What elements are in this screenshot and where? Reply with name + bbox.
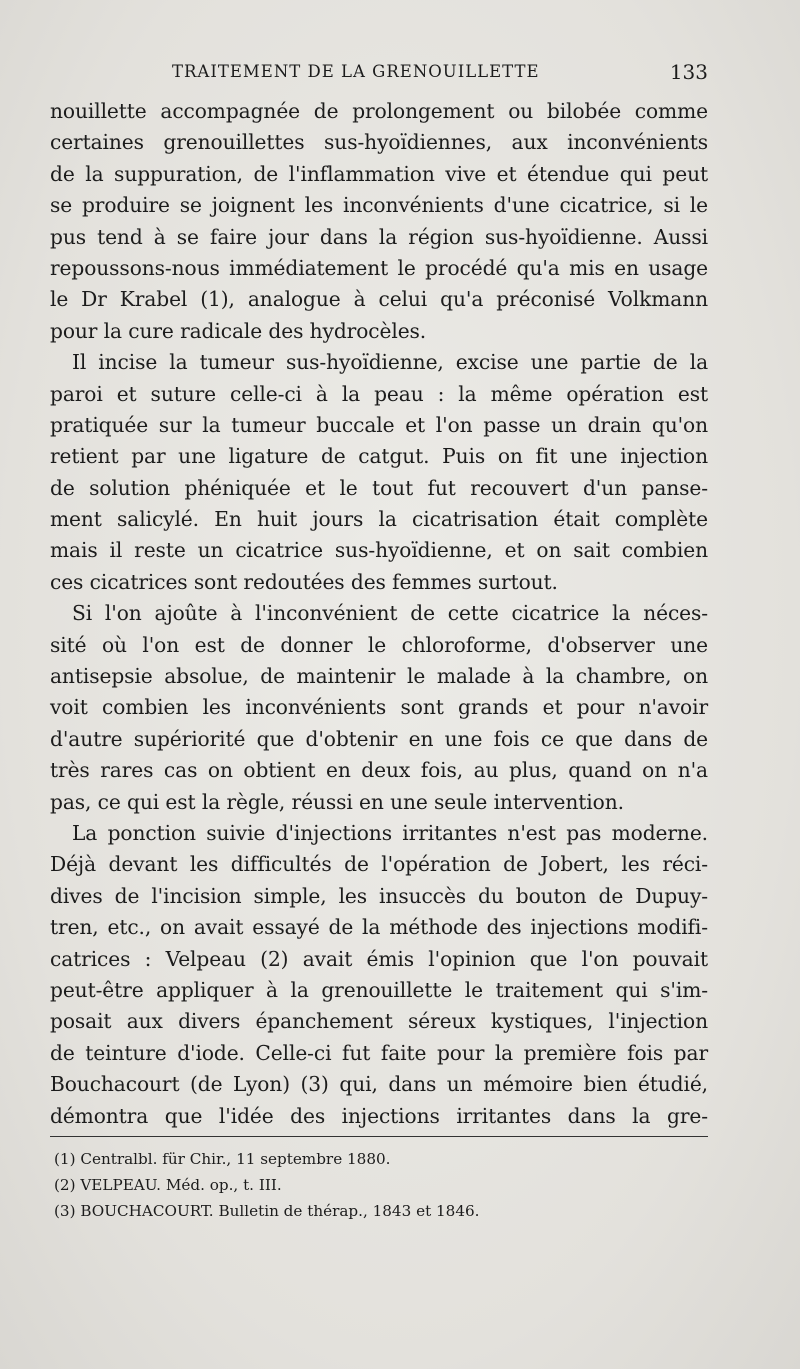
text-line: de teinture d'iode. Celle-ci fut faite pour la première fois par — [50, 1040, 708, 1065]
text-line: de la suppuration, de l'inflammation vive et étendue qui peut — [50, 161, 708, 186]
footnotes — [54, 1146, 694, 1224]
footnote: (1) Centralbl. für Chir., 11 septembre 1880. — [54, 1150, 391, 1168]
text-line: démontra que l'idée des injections irritantes dans la gre- — [50, 1103, 708, 1128]
text-line: se produire se joignent les inconvénients d'une cicatrice, si le — [50, 193, 708, 218]
page-header — [50, 56, 708, 86]
text-line: Bouchacourt (de Lyon) (3) qui, dans un mémoire bien étudié, — [50, 1072, 708, 1097]
running-title: TRAITEMENT DE LA GRENOUILLETTE — [172, 62, 540, 81]
text-line: Il incise la tumeur sus-hyoïdienne, excise une partie de la — [72, 350, 708, 375]
text-line: pour la cure radicale des hydrocèles. — [50, 318, 427, 343]
text-line: de solution phéniquée et le tout fut recouvert d'un panse- — [50, 475, 708, 500]
text-line: d'autre supériorité que d'obtenir en une fois ce que dans de — [50, 726, 708, 751]
text-line: posait aux divers épanchement séreux kystiques, l'injection — [50, 1009, 708, 1034]
text-line: retient par une ligature de catgut. Puis on fit une injection — [50, 444, 708, 469]
text-line: sité où l'on est de donner le chloroforme, d'observer une — [50, 632, 708, 657]
text-line: très rares cas on obtient en deux fois, au plus, quand on n'a — [50, 758, 708, 783]
text-line: nouillette accompagnée de prolongement ou bilobée comme — [50, 99, 708, 123]
text-line: mais il reste un cicatrice sus-hyoïdienne, et on sait combien — [50, 538, 708, 563]
footnote: (3) BOUCHACOURT. Bulletin de thérap., 1843 et 1846. — [54, 1202, 480, 1220]
text-line: certaines grenouillettes sus-hyoïdiennes, aux inconvénients — [50, 130, 708, 155]
text-line: dives de l'incision simple, les insuccès du bouton de Dupuy- — [50, 883, 708, 908]
page-number: 133 — [669, 60, 708, 84]
text-line: antisepsie absolue, de maintenir le malade à la chambre, on — [50, 664, 708, 689]
text-line: paroi et suture celle-ci à la peau : la même opération est — [50, 381, 708, 406]
text-line: Si l'on ajoûte à l'inconvénient de cette cicatrice la néces- — [72, 601, 708, 626]
text-line: le Dr Krabel (1), analogue à celui qu'a préconisé Volkmann — [50, 287, 708, 312]
text-line: peut-être appliquer à la grenouillette le traitement qui s'im- — [50, 977, 708, 1002]
text-line: ces cicatrices sont redoutées des femmes surtout. — [50, 569, 558, 594]
footnote: (2) VELPEAU. Méd. op., t. III. — [54, 1176, 282, 1194]
text-line: tren, etc., on avait essayé de la méthode des injections modifi- — [50, 915, 708, 940]
text-line: pus tend à se faire jour dans la région sus-hyoïdienne. Aussi — [50, 224, 708, 249]
text-line: La ponction suivie d'injections irritantes n'est pas moderne. — [72, 820, 708, 845]
text-line: pas, ce qui est la règle, réussi en une seule intervention. — [50, 789, 624, 814]
text-line: ment salicylé. En huit jours la cicatrisation était complète — [50, 507, 708, 532]
text-line: pratiquée sur la tumeur buccale et l'on passe un drain qu'on — [50, 412, 708, 437]
text-line: Déjà devant les difficultés de l'opération de Jobert, les réci- — [50, 852, 708, 877]
text-line: repoussons-nous immédiatement le procédé qu'a mis en usage — [50, 255, 708, 280]
footnote-rule — [50, 1136, 708, 1137]
text-line: catrices : Velpeau (2) avait émis l'opinion que l'on pouvait — [50, 946, 708, 971]
body-text — [50, 96, 708, 1132]
text-line: voit combien les inconvénients sont grands et pour n'avoir — [50, 695, 708, 720]
